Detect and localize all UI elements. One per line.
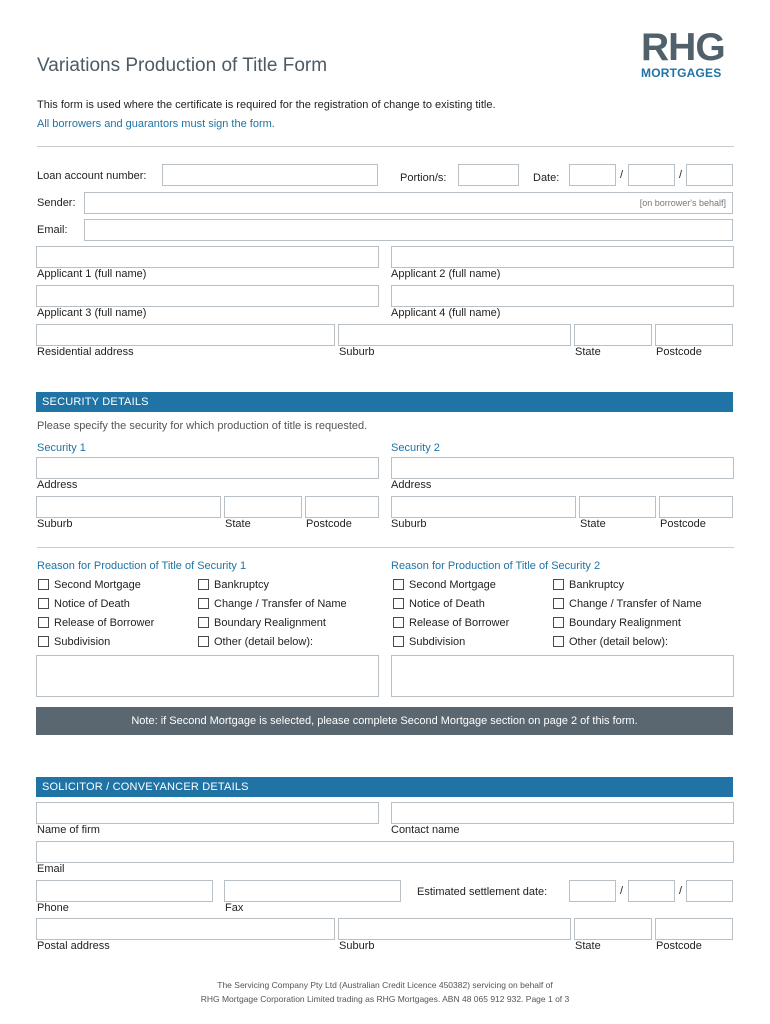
security1-postcode-label: Postcode (306, 518, 352, 530)
s2-other-checkbox[interactable] (553, 636, 564, 647)
s2-subdivision-checkbox[interactable] (393, 636, 404, 647)
security2-address-input[interactable] (391, 457, 734, 479)
intro-text: This form is used where the certificate is required for the registration of change to existing title. (37, 99, 496, 111)
applicant1-input[interactable] (36, 246, 379, 268)
date-month-input[interactable] (628, 164, 675, 186)
s1-other-checkbox[interactable] (198, 636, 209, 647)
s1-bankruptcy-label: Bankruptcy (214, 579, 270, 591)
s1-other-label: Other (detail below): (214, 636, 314, 648)
s1-second-mortgage-checkbox[interactable] (38, 579, 49, 590)
fax-input[interactable] (224, 880, 401, 902)
date-year-input[interactable] (686, 164, 733, 186)
solicitor-email-input[interactable] (36, 841, 734, 863)
firm-name-input[interactable] (36, 802, 379, 824)
postal-address-input[interactable] (36, 918, 335, 940)
s1-subdivision-checkbox[interactable] (38, 636, 49, 647)
s2-notice-of-death-label: Notice of Death (409, 598, 485, 610)
s2-change-name-checkbox[interactable] (553, 598, 564, 609)
page-title: Variations Production of Title Form (37, 55, 328, 76)
applicant2-input[interactable] (391, 246, 734, 268)
divider (37, 146, 734, 147)
security1-suburb-label: Suburb (37, 518, 73, 530)
s2-second-mortgage-label: Second Mortgage (409, 579, 496, 591)
solicitor-email-label: Email (37, 863, 65, 875)
reason1-heading: Reason for Production of Title of Security 1 (37, 560, 247, 572)
security1-postcode-input[interactable] (305, 496, 379, 518)
loan-account-label: Loan account number: (37, 170, 147, 182)
s1-bankruptcy-checkbox[interactable] (198, 579, 209, 590)
security2-suburb-input[interactable] (391, 496, 576, 518)
security2-state-input[interactable] (579, 496, 656, 518)
security1-suburb-input[interactable] (36, 496, 221, 518)
date-separator: / (679, 169, 683, 181)
portion-label: Portion/s: (400, 172, 447, 184)
postal-address-label: Postal address (37, 940, 110, 952)
s2-boundary-label: Boundary Realignment (569, 617, 681, 629)
s1-other-detail-textarea[interactable] (36, 655, 379, 697)
residential-state-label: State (575, 346, 601, 358)
postal-state-input[interactable] (574, 918, 652, 940)
date-label: Date: (533, 172, 560, 184)
security1-state-input[interactable] (224, 496, 302, 518)
s2-release-borrower-checkbox[interactable] (393, 617, 404, 628)
logo-rhg: RHG (641, 26, 725, 69)
sender-input[interactable] (84, 192, 733, 214)
contact-name-label: Contact name (391, 824, 460, 836)
date-day-input[interactable] (569, 164, 616, 186)
security1-label: Security 1 (37, 442, 86, 454)
residential-suburb-input[interactable] (338, 324, 571, 346)
settlement-month-input[interactable] (628, 880, 675, 902)
applicant3-label: Applicant 3 (full name) (37, 307, 147, 319)
security-instruction: Please specify the security for which production of title is requested. (37, 420, 368, 432)
second-mortgage-note: Note: if Second Mortgage is selected, please complete Second Mortgage section on page 2 of this form. (36, 707, 733, 735)
phone-label: Phone (37, 902, 69, 914)
s1-release-borrower-checkbox[interactable] (38, 617, 49, 628)
s1-notice-of-death-checkbox[interactable] (38, 598, 49, 609)
security2-state-label: State (580, 518, 606, 530)
applicant3-input[interactable] (36, 285, 379, 307)
security2-suburb-label: Suburb (391, 518, 427, 530)
s2-release-borrower-label: Release of Borrower (409, 617, 510, 629)
s1-subdivision-label: Subdivision (54, 636, 111, 648)
footer-line1: The Servicing Company Pty Ltd (Australian Credit Licence 450382) servicing on behalf of (217, 980, 553, 990)
email-input[interactable] (84, 219, 733, 241)
s1-change-name-checkbox[interactable] (198, 598, 209, 609)
s1-boundary-checkbox[interactable] (198, 617, 209, 628)
contact-name-input[interactable] (391, 802, 734, 824)
s1-notice-of-death-label: Notice of Death (54, 598, 130, 610)
residential-state-input[interactable] (574, 324, 652, 346)
postal-suburb-label: Suburb (339, 940, 375, 952)
security2-postcode-input[interactable] (659, 496, 733, 518)
postal-suburb-input[interactable] (338, 918, 571, 940)
s2-bankruptcy-label: Bankruptcy (569, 579, 625, 591)
phone-input[interactable] (36, 880, 213, 902)
applicant1-label: Applicant 1 (full name) (37, 268, 147, 280)
applicant4-input[interactable] (391, 285, 734, 307)
s2-other-detail-textarea[interactable] (391, 655, 734, 697)
s2-second-mortgage-checkbox[interactable] (393, 579, 404, 590)
divider (37, 547, 734, 548)
postal-state-label: State (575, 940, 601, 952)
fax-label: Fax (225, 902, 244, 914)
s2-other-label: Other (detail below): (569, 636, 669, 648)
sender-hint: [on borrower's behalf] (639, 198, 726, 208)
s2-bankruptcy-checkbox[interactable] (553, 579, 564, 590)
loan-account-input[interactable] (162, 164, 378, 186)
security1-state-label: State (225, 518, 251, 530)
residential-suburb-label: Suburb (339, 346, 375, 358)
s2-notice-of-death-checkbox[interactable] (393, 598, 404, 609)
security1-address-input[interactable] (36, 457, 379, 479)
residential-address-label: Residential address (37, 346, 134, 358)
date-separator: / (620, 885, 624, 897)
applicant4-label: Applicant 4 (full name) (391, 307, 501, 319)
settlement-year-input[interactable] (686, 880, 733, 902)
security2-address-label: Address (391, 479, 432, 491)
s1-change-name-label: Change / Transfer of Name (214, 598, 347, 610)
sender-label: Sender: (37, 197, 76, 209)
settlement-date-label: Estimated settlement date: (417, 886, 548, 898)
residential-address-input[interactable] (36, 324, 335, 346)
footer-line2: RHG Mortgage Corporation Limited trading as RHG Mortgages. ABN 48 065 912 932. Page 1 of 3 (200, 994, 570, 1004)
solicitor-heading: SOLICITOR / CONVEYANCER DETAILS (36, 777, 733, 797)
s1-release-borrower-label: Release of Borrower (54, 617, 155, 629)
security-heading: SECURITY DETAILS (36, 392, 733, 412)
date-separator: / (679, 885, 683, 897)
logo-mortgages: MORTGAGES (641, 66, 722, 80)
residential-postcode-label: Postcode (656, 346, 702, 358)
postal-postcode-label: Postcode (656, 940, 702, 952)
security2-label: Security 2 (391, 442, 440, 454)
reason2-heading: Reason for Production of Title of Security 2 (391, 560, 601, 572)
s2-boundary-checkbox[interactable] (553, 617, 564, 628)
s1-second-mortgage-label: Second Mortgage (54, 579, 141, 591)
residential-postcode-input[interactable] (655, 324, 733, 346)
portion-input[interactable] (458, 164, 519, 186)
s2-change-name-label: Change / Transfer of Name (569, 598, 702, 610)
s1-boundary-label: Boundary Realignment (214, 617, 326, 629)
postal-postcode-input[interactable] (655, 918, 733, 940)
firm-name-label: Name of firm (37, 824, 100, 836)
intro-notice: All borrowers and guarantors must sign the form. (37, 118, 275, 130)
settlement-day-input[interactable] (569, 880, 616, 902)
date-separator: / (620, 169, 624, 181)
applicant2-label: Applicant 2 (full name) (391, 268, 501, 280)
s2-subdivision-label: Subdivision (409, 636, 466, 648)
security2-postcode-label: Postcode (660, 518, 706, 530)
security1-address-label: Address (37, 479, 78, 491)
email-label: Email: (37, 224, 68, 236)
